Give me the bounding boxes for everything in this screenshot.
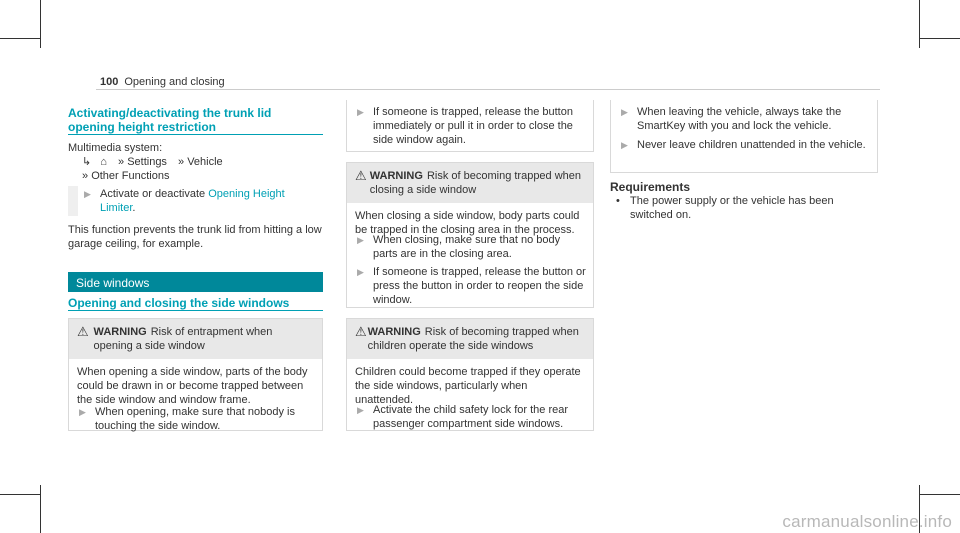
nav-vehicle[interactable]: Vehicle [187,156,223,168]
step-arrow-icon: ▶ [621,140,628,150]
crop-mark [920,38,960,39]
chevron-icon: » [82,170,89,182]
crop-mark [40,0,41,48]
step-text: Never leave children unattended in the vehicle. [637,139,866,151]
requirements-heading: Requirements [610,180,691,194]
chevron-icon: » [178,156,185,168]
crop-mark [0,494,40,495]
crop-mark [919,0,920,48]
warning-box [68,318,323,431]
step-arrow-icon: ▶ [357,235,364,245]
description-text: This function prevents the trunk lid from hitting a low garage ceiling, for example. [68,224,322,250]
step-text: Activate the child safety lock for the rear passenger compartment side windows. [373,404,569,430]
warning-step [619,138,871,152]
crop-mark [40,485,41,533]
nav-path-line2 [82,169,169,183]
crop-mark [0,38,40,39]
step-bar [68,186,78,216]
nav-path [82,155,223,169]
step-text: If someone is trapped, release the button or press the button in order to reopen the side window. [373,266,586,306]
warning-triangle-icon: ⚠ [355,168,367,183]
step-text: When closing, make sure that no body parts are in the closing area. [373,234,561,260]
step-arrow-icon: ▶ [84,189,91,199]
warning-title: Risk of becoming trapped when children operate the side windows [367,326,579,352]
warning-word: WARNING [369,170,423,182]
watermark: carmanualsonline.info [782,512,952,531]
step-arrow-icon: ▶ [357,107,364,117]
opening-height-limiter-link[interactable]: Opening Height Limiter [100,188,285,214]
warning-body: When opening a side window, parts of the body could be drawn in or become trapped between the side window and window frame. [77,366,308,406]
subheading-rule [68,310,323,311]
nav-other-functions[interactable]: Other Functions [91,170,170,182]
step-arrow-icon: ▶ [621,107,628,117]
step-text: If someone is trapped, release the button immediately or pull it in order to close the side window again. [373,106,573,146]
warning-triangle-icon: ⚠ [355,324,367,339]
requirements-text: The power supply or the vehicle has been switched on. [630,195,834,221]
continued-step [355,105,587,147]
warning-triangle-icon: ⚠ [77,324,89,339]
step-text: Activate or deactivate [100,188,206,200]
step-activate: ▶ Activate or deactivate Opening Height Limiter. [84,188,285,214]
warning-body: Children could become trapped if they operate the side windows, particularly when unattended. [355,366,581,406]
warning-title: Risk of entrapment when opening a side window [93,326,273,352]
step-arrow-icon: ▶ [357,267,364,277]
warning-title: Risk of becoming trapped when closing a side window [369,170,582,196]
step-text: When leaving the vehicle, always take the SmartKey with you and lock the vehicle. [637,106,842,132]
warning-box [346,318,594,431]
home-icon[interactable]: ⌂ [100,156,107,168]
section-bar-side-windows: Side windows [68,272,323,292]
warning-step [355,265,587,307]
section-heading: Activating/deactivating the trunk lid opening height restriction [68,106,272,134]
continued-step-box [610,100,878,173]
subheading: Opening and closing the side windows [68,296,290,310]
warning-box [346,162,594,308]
warning-header [347,163,593,203]
step-arrow-icon: ▶ [79,407,86,417]
warning-word: WARNING [367,326,421,338]
warning-step [619,105,871,133]
return-arrow-icon: ↳ [82,156,92,168]
bullet-icon: • [616,195,620,207]
step-text: When opening, make sure that nobody is touching the side window. [95,406,295,432]
nav-settings[interactable]: Settings [127,156,167,168]
chevron-icon: » [118,156,125,168]
chapter-title: Opening and closing [124,76,225,88]
crop-mark [920,494,960,495]
warning-step [77,405,317,433]
step-arrow-icon: ▶ [357,405,364,415]
header-rule [96,89,880,90]
warning-header [347,319,593,359]
warning-header [69,319,322,359]
page-header [100,75,225,89]
warning-word: WARNING [93,326,147,338]
warning-step [355,403,587,431]
continued-step-box [346,100,594,152]
warning-step [355,233,587,261]
page-number: 100 [100,76,119,88]
requirements-item [616,194,856,222]
warning-body: When closing a side window, body parts could be trapped in the closing area in the process. [355,210,580,236]
multimedia-label: Multimedia system: [68,142,163,154]
heading-rule [68,134,323,135]
